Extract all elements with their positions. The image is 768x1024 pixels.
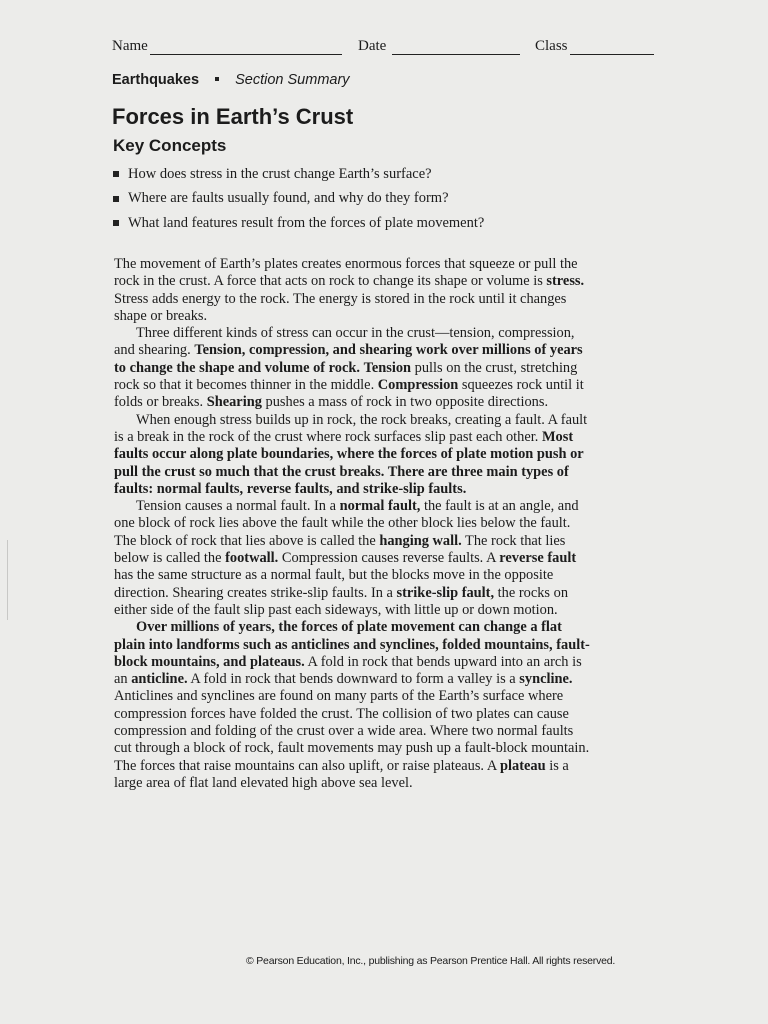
- key-concept-text: Where are faults usually found, and why do they form?: [128, 190, 449, 207]
- paragraph-text: the rocks on either side of the fault slip past each sideways, with little up or down motion.: [114, 584, 569, 618]
- name-label: Name: [112, 38, 148, 54]
- bold-term: strike-slip fault,: [396, 584, 495, 601]
- square-bullet-icon: [113, 220, 119, 226]
- key-concept-item: [113, 187, 484, 212]
- key-concept-item: [113, 211, 484, 236]
- summary-body: [114, 256, 594, 792]
- date-field: [358, 38, 520, 55]
- key-concept-item: [113, 162, 484, 187]
- square-bullet-icon: [113, 171, 119, 177]
- bold-term: Tension: [363, 359, 412, 376]
- bold-term: hanging wall.: [379, 532, 462, 549]
- student-info-header: [112, 38, 657, 60]
- section-type: Section Summary: [235, 72, 350, 88]
- name-field: [112, 38, 342, 55]
- class-blank-line[interactable]: [570, 41, 654, 55]
- paragraph-text: has the same structure as a normal fault, but the blocks move in the opposite direction. Shearing creates strike-slip faults. In a: [114, 567, 554, 601]
- key-concept-text: How does stress in the crust change Earth’s surface?: [128, 165, 432, 182]
- paragraph-text: When enough stress builds up in rock, the rock breaks, creating a fault. A fault is a break in the rock of the crust where rock surfaces slip past each other.: [114, 411, 588, 445]
- paragraph-text: Tension causes a normal fault. In a: [136, 498, 340, 515]
- paragraph-text: the fault is at an angle, and one block of rock lies above the fault while the other block lies below the fault. The block of rock that lies above is called the: [114, 498, 579, 549]
- key-concepts-list: [113, 162, 484, 236]
- bold-term: Most faults occur along plate boundaries, where the forces of plate motion push or pull the crust so much that the crust breaks. There are three main types of faults: normal faults, reverse faults, and strike-slip faults.: [114, 428, 584, 497]
- paragraph-text: A fold in rock that bends downward to form a valley is a: [187, 671, 520, 688]
- paragraph-text: pushes a mass of rock in two opposite directions.: [261, 394, 549, 411]
- bold-term: Compression: [377, 377, 459, 394]
- bold-term: anticline.: [131, 671, 188, 688]
- bold-term: normal fault,: [339, 498, 421, 515]
- class-field: [535, 38, 654, 55]
- paragraph-text: pulls on the crust, stretching rock so that it becomes thinner in the middle.: [114, 359, 578, 394]
- summary-paragraph: [114, 619, 594, 792]
- paragraph-text: The movement of Earth’s plates creates enormous forces that squeeze or pull the rock in the crust. A force that acts on rock to change its shape or volume is: [114, 256, 578, 290]
- bold-term: footwall.: [225, 550, 279, 567]
- bold-term: Over millions of years, the forces of plate movement can change a flat plain into landforms such as anticlines and synclines, folded mountains, fault-block mountains, and plateaus.: [114, 619, 590, 670]
- paragraph-text: A fold in rock that bends upward into an arch is an: [114, 653, 582, 688]
- bold-term: Tension, compression, and shearing work over millions of years to change the shape and volume of rock.: [114, 342, 583, 376]
- summary-paragraph: [114, 498, 594, 619]
- key-concept-text: What land features result from the forces of plate movement?: [128, 214, 485, 231]
- date-blank-line[interactable]: [392, 41, 520, 55]
- chapter-name: Earthquakes: [112, 72, 200, 88]
- paragraph-text: Three different kinds of stress can occur in the crust—tension, compression, and shearing.: [114, 325, 575, 359]
- page-title: Forces in Earth’s Crust: [112, 104, 354, 129]
- paragraph-text: squeezes rock until it folds or breaks.: [114, 377, 584, 411]
- separator-bullet-icon: [215, 77, 219, 81]
- section-line: [112, 72, 350, 88]
- bold-term: stress.: [546, 273, 585, 290]
- name-blank-line[interactable]: [150, 41, 342, 55]
- scan-margin-mark: [7, 540, 8, 620]
- summary-paragraph: [114, 412, 594, 498]
- paragraph-text: Compression causes reverse faults. A: [278, 550, 500, 567]
- summary-paragraph: [114, 256, 594, 325]
- key-concepts-heading: Key Concepts: [113, 136, 227, 155]
- paragraph-text: The rock that lies below is called the: [114, 532, 566, 567]
- bold-term: reverse fault: [499, 550, 577, 567]
- class-label: Class: [535, 38, 568, 54]
- bold-term: syncline.: [519, 671, 573, 688]
- paragraph-text: is a large area of flat land elevated high above sea level.: [114, 757, 569, 791]
- summary-paragraph: [114, 325, 594, 411]
- paragraph-text: Anticlines and synclines are found on many parts of the Earth’s surface where compression forces have folded the crust. The collision of two plates can cause compression and folding of the crust over a wide area. Where two normal faults cut through a block of rock, fault movements may push up a fault-block mountain. The forces that raise mountains can also uplift, or raise plateaus. A: [114, 688, 590, 774]
- paragraph-text: Stress adds energy to the rock. The energy is stored in the rock until it changes shape or breaks.: [114, 290, 567, 324]
- copyright-notice: © Pearson Education, Inc., publishing as Pearson Prentice Hall. All rights reserved.: [246, 955, 616, 967]
- date-label: Date: [358, 38, 387, 54]
- square-bullet-icon: [113, 196, 119, 202]
- bold-term: Shearing: [206, 394, 262, 411]
- bold-term: plateau: [500, 757, 546, 774]
